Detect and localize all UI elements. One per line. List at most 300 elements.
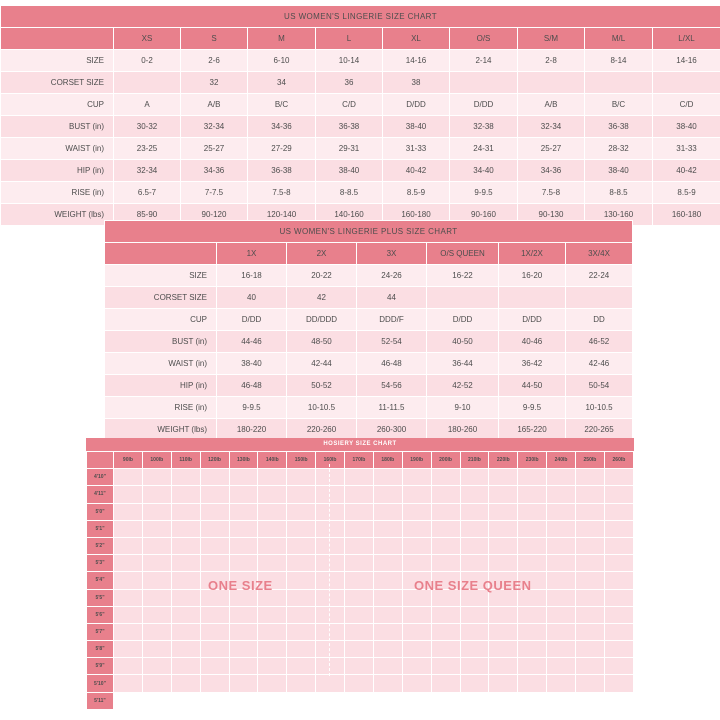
hosiery-cell: [547, 692, 576, 709]
hosiery-cell: [171, 537, 200, 554]
hosiery-cell: [142, 589, 171, 606]
hosiery-height-header: 5'5": [87, 589, 114, 606]
table-cell: 90-160: [450, 204, 518, 226]
hosiery-cell: [547, 469, 576, 486]
hosiery-cell: [431, 469, 460, 486]
hosiery-cell: [258, 503, 287, 520]
hosiery-cell: [345, 675, 374, 692]
hosiery-cell: [604, 537, 633, 554]
hosiery-cell: [431, 606, 460, 623]
hosiery-cell: [460, 606, 489, 623]
hosiery-cell: [114, 658, 143, 675]
table-cell: 32-34: [114, 160, 181, 182]
hosiery-cell: [200, 537, 229, 554]
hosiery-cell: [576, 692, 605, 709]
hosiery-cell: [171, 658, 200, 675]
row-header: WEIGHT (lbs): [105, 419, 217, 441]
hosiery-cell: [576, 606, 605, 623]
hosiery-cell: [200, 692, 229, 709]
hosiery-cell: [489, 641, 518, 658]
hosiery-cell: [431, 589, 460, 606]
hosiery-cell: [171, 469, 200, 486]
table-cell: 38-40: [217, 353, 287, 375]
table-cell: 34-36: [181, 160, 248, 182]
hosiery-cell: [229, 589, 258, 606]
hosiery-cell: [518, 520, 547, 537]
table-cell: 10-10.5: [566, 397, 633, 419]
hosiery-height-header: 5'8": [87, 641, 114, 658]
table-cell: 46-48: [217, 375, 287, 397]
hosiery-cell: [171, 623, 200, 640]
hosiery-height-header: 5'10": [87, 675, 114, 692]
hosiery-weight-header: 160lb: [316, 452, 345, 469]
table-cell: D/DD: [499, 309, 566, 331]
hosiery-row: [87, 520, 634, 537]
hosiery-height-header: 5'0": [87, 503, 114, 520]
hosiery-cell: [287, 572, 316, 589]
hosiery-cell: [142, 641, 171, 658]
hosiery-cell: [402, 675, 431, 692]
table-cell: 9-9.5: [217, 397, 287, 419]
hosiery-cell: [431, 503, 460, 520]
hosiery-cell: [229, 692, 258, 709]
table-cell: 11-11.5: [357, 397, 427, 419]
column-header: 1X/2X: [499, 243, 566, 265]
hosiery-cell: [460, 572, 489, 589]
table-cell: 160-180: [653, 204, 720, 226]
table-cell: 8.5-9: [383, 182, 450, 204]
hosiery-row: [87, 503, 634, 520]
hosiery-cell: [460, 675, 489, 692]
hosiery-weight-header: 140lb: [258, 452, 287, 469]
table-cell: 40-46: [499, 331, 566, 353]
hosiery-cell: [114, 606, 143, 623]
table-cell: [518, 72, 585, 94]
row-header: CORSET SIZE: [105, 287, 217, 309]
table-cell: 25-27: [518, 138, 585, 160]
table-cell: 10-10.5: [287, 397, 357, 419]
table-cell: 8-8.5: [316, 182, 383, 204]
table-cell: 50-52: [287, 375, 357, 397]
row-header: WEIGHT (lbs): [1, 204, 114, 226]
hosiery-cell: [200, 486, 229, 503]
hosiery-cell: [114, 641, 143, 658]
hosiery-cell: [489, 486, 518, 503]
column-header: L/XL: [653, 28, 720, 50]
table-cell: 0-2: [114, 50, 181, 72]
table-cell: 44: [357, 287, 427, 309]
table-cell: 7.5-8: [518, 182, 585, 204]
hosiery-cell: [200, 572, 229, 589]
hosiery-cell: [345, 537, 374, 554]
table-cell: 10-14: [316, 50, 383, 72]
hosiery-cell: [258, 486, 287, 503]
table-cell: 90-130: [518, 204, 585, 226]
table-cell: 24-26: [357, 265, 427, 287]
hosiery-cell: [171, 486, 200, 503]
column-header: S/M: [518, 28, 585, 50]
table-cell: 34-40: [450, 160, 518, 182]
table-cell: 180-220: [217, 419, 287, 441]
hosiery-cell: [229, 572, 258, 589]
hosiery-cell: [489, 589, 518, 606]
hosiery-cell: [114, 692, 143, 709]
hosiery-cell: [142, 623, 171, 640]
hosiery-cell: [200, 606, 229, 623]
hosiery-cell: [229, 469, 258, 486]
hosiery-cell: [547, 658, 576, 675]
hosiery-cell: [518, 469, 547, 486]
table-cell: C/D: [653, 94, 720, 116]
hosiery-row: [87, 675, 634, 692]
column-header: L: [316, 28, 383, 50]
hosiery-cell: [373, 555, 402, 572]
table-row: [1, 72, 720, 94]
hosiery-height-header: 4'11": [87, 486, 114, 503]
table-row: [1, 116, 720, 138]
hosiery-weight-header: 130lb: [229, 452, 258, 469]
hosiery-cell: [114, 520, 143, 537]
column-header: XL: [383, 28, 450, 50]
chart-title: US WOMEN'S LINGERIE PLUS SIZE CHART: [105, 221, 633, 243]
hosiery-cell: [171, 692, 200, 709]
hosiery-cell: [258, 658, 287, 675]
hosiery-cell: [287, 606, 316, 623]
table-cell: 38: [383, 72, 450, 94]
hosiery-cell: [402, 589, 431, 606]
hosiery-cell: [114, 469, 143, 486]
hosiery-cell: [200, 555, 229, 572]
hosiery-cell: [142, 555, 171, 572]
chart-title-row: [105, 221, 633, 243]
hosiery-row: [87, 589, 634, 606]
hosiery-cell: [576, 469, 605, 486]
hosiery-cell: [431, 555, 460, 572]
table-cell: [585, 72, 653, 94]
table-cell: D/DD: [427, 309, 499, 331]
lingerie-plus-size-table: [104, 220, 633, 441]
hosiery-weight-header: 220lb: [489, 452, 518, 469]
table-cell: 31-33: [653, 138, 720, 160]
row-header: BUST (in): [1, 116, 114, 138]
hosiery-cell: [576, 555, 605, 572]
hosiery-cell: [287, 520, 316, 537]
hosiery-cell: [258, 623, 287, 640]
table-cell: 32-34: [518, 116, 585, 138]
table-cell: 38-40: [585, 160, 653, 182]
table-row: [105, 331, 633, 353]
hosiery-cell: [460, 692, 489, 709]
table-row: [1, 138, 720, 160]
hosiery-cell: [460, 469, 489, 486]
hosiery-cell: [604, 675, 633, 692]
hosiery-row: [87, 469, 634, 486]
hosiery-cell: [402, 606, 431, 623]
hosiery-row: [87, 572, 634, 589]
one-size-queen-region-label: ONE SIZE QUEEN: [414, 578, 532, 593]
hosiery-cell: [576, 520, 605, 537]
table-cell: 20-22: [287, 265, 357, 287]
hosiery-cell: [142, 675, 171, 692]
column-header: 3X/4X: [566, 243, 633, 265]
hosiery-cell: [576, 537, 605, 554]
table-cell: B/C: [585, 94, 653, 116]
hosiery-cell: [431, 486, 460, 503]
hosiery-cell: [460, 520, 489, 537]
hosiery-wrap: [86, 438, 634, 710]
hosiery-cell: [402, 520, 431, 537]
lingerie-size-table: [0, 5, 720, 226]
hosiery-height-header: 5'11": [87, 692, 114, 709]
table-cell: 140-160: [316, 204, 383, 226]
hosiery-cell: [547, 641, 576, 658]
table-cell: 44-50: [499, 375, 566, 397]
table-cell: 36-38: [585, 116, 653, 138]
table-cell: 36-38: [248, 160, 316, 182]
table-row: [1, 182, 720, 204]
row-header: CUP: [105, 309, 217, 331]
table-cell: D/DD: [217, 309, 287, 331]
hosiery-cell: [142, 469, 171, 486]
hosiery-cell: [576, 641, 605, 658]
hosiery-cell: [604, 641, 633, 658]
hosiery-cell: [171, 555, 200, 572]
table-cell: 36-42: [499, 353, 566, 375]
hosiery-cell: [287, 486, 316, 503]
lingerie-size-chart: [0, 5, 720, 226]
hosiery-cell: [171, 606, 200, 623]
table-cell: A/B: [518, 94, 585, 116]
table-cell: 46-52: [566, 331, 633, 353]
table-cell: 165-220: [499, 419, 566, 441]
table-cell: 44-46: [217, 331, 287, 353]
row-header: HIP (in): [1, 160, 114, 182]
hosiery-height-header: 5'7": [87, 623, 114, 640]
row-header: SIZE: [1, 50, 114, 72]
hosiery-cell: [576, 675, 605, 692]
hosiery-cell: [460, 486, 489, 503]
hosiery-cell: [142, 537, 171, 554]
hosiery-cell: [604, 555, 633, 572]
table-cell: 6-10: [248, 50, 316, 72]
hosiery-cell: [114, 503, 143, 520]
table-cell: 2-14: [450, 50, 518, 72]
hosiery-row: [87, 692, 634, 709]
hosiery-cell: [345, 658, 374, 675]
hosiery-cell: [373, 537, 402, 554]
column-header: O/S QUEEN: [427, 243, 499, 265]
hosiery-cell: [373, 520, 402, 537]
hosiery-row: [87, 606, 634, 623]
column-header-row: [105, 243, 633, 265]
hosiery-cell: [345, 692, 374, 709]
hosiery-cell: [518, 623, 547, 640]
hosiery-cell: [287, 692, 316, 709]
hosiery-cell: [114, 675, 143, 692]
table-cell: 6.5-7: [114, 182, 181, 204]
hosiery-cell: [604, 623, 633, 640]
hosiery-weight-header: 180lb: [373, 452, 402, 469]
hosiery-height-header: 5'3": [87, 555, 114, 572]
hosiery-cell: [431, 572, 460, 589]
hosiery-region-divider: [329, 464, 331, 676]
column-header: 2X: [287, 243, 357, 265]
table-cell: 180-260: [427, 419, 499, 441]
hosiery-cell: [547, 623, 576, 640]
table-row: [105, 353, 633, 375]
table-cell: 8-14: [585, 50, 653, 72]
hosiery-cell: [373, 606, 402, 623]
hosiery-cell: [547, 503, 576, 520]
table-cell: 50-54: [566, 375, 633, 397]
hosiery-cell: [287, 503, 316, 520]
hosiery-cell: [518, 572, 547, 589]
hosiery-cell: [258, 520, 287, 537]
table-cell: 34: [248, 72, 316, 94]
table-cell: 7.5-8: [248, 182, 316, 204]
corner-header: [1, 28, 114, 50]
hosiery-weight-header: 240lb: [547, 452, 576, 469]
hosiery-cell: [431, 623, 460, 640]
table-cell: 16-20: [499, 265, 566, 287]
hosiery-weight-header: 260lb: [604, 452, 633, 469]
hosiery-cell: [229, 658, 258, 675]
table-cell: 27-29: [248, 138, 316, 160]
hosiery-cell: [604, 520, 633, 537]
table-cell: 48-50: [287, 331, 357, 353]
hosiery-cell: [373, 486, 402, 503]
table-row: [1, 50, 720, 72]
hosiery-cell: [604, 572, 633, 589]
hosiery-cell: [287, 675, 316, 692]
table-cell: 120-140: [248, 204, 316, 226]
hosiery-cell: [431, 692, 460, 709]
hosiery-cell: [402, 503, 431, 520]
hosiery-cell: [547, 589, 576, 606]
hosiery-cell: [229, 675, 258, 692]
table-cell: 32-34: [181, 116, 248, 138]
table-cell: [114, 72, 181, 94]
table-row: [1, 160, 720, 182]
table-row: [105, 397, 633, 419]
hosiery-cell: [142, 658, 171, 675]
hosiery-cell: [547, 555, 576, 572]
hosiery-cell: [373, 503, 402, 520]
hosiery-cell: [345, 641, 374, 658]
hosiery-cell: [114, 623, 143, 640]
hosiery-cell: [258, 606, 287, 623]
hosiery-cell: [489, 692, 518, 709]
hosiery-cell: [604, 658, 633, 675]
row-header: BUST (in): [105, 331, 217, 353]
hosiery-cell: [518, 537, 547, 554]
hosiery-weight-header: 100lb: [142, 452, 171, 469]
hosiery-row: [87, 623, 634, 640]
table-cell: 160-180: [383, 204, 450, 226]
table-cell: B/C: [248, 94, 316, 116]
hosiery-cell: [258, 572, 287, 589]
hosiery-cell: [229, 606, 258, 623]
row-header: WAIST (in): [1, 138, 114, 160]
hosiery-cell: [345, 589, 374, 606]
corner-header: [105, 243, 217, 265]
row-header: SIZE: [105, 265, 217, 287]
hosiery-cell: [489, 469, 518, 486]
lingerie-plus-table-body: [105, 221, 633, 441]
hosiery-cell: [142, 520, 171, 537]
hosiery-cell: [402, 572, 431, 589]
hosiery-cell: [402, 537, 431, 554]
row-header: WAIST (in): [105, 353, 217, 375]
table-cell: DD/DDD: [287, 309, 357, 331]
table-cell: 9-10: [427, 397, 499, 419]
table-cell: 34-36: [518, 160, 585, 182]
hosiery-cell: [345, 486, 374, 503]
table-cell: 14-16: [653, 50, 720, 72]
table-row: [105, 287, 633, 309]
hosiery-cell: [489, 658, 518, 675]
hosiery-corner: [87, 452, 114, 469]
hosiery-cell: [200, 658, 229, 675]
table-cell: [653, 72, 720, 94]
column-header: O/S: [450, 28, 518, 50]
table-cell: 42-44: [287, 353, 357, 375]
table-cell: 85-90: [114, 204, 181, 226]
hosiery-cell: [287, 589, 316, 606]
hosiery-cell: [431, 675, 460, 692]
hosiery-height-header: 4'10": [87, 469, 114, 486]
table-row: [1, 94, 720, 116]
hosiery-cell: [460, 658, 489, 675]
hosiery-cell: [258, 692, 287, 709]
hosiery-cell: [460, 589, 489, 606]
table-cell: 46-48: [357, 353, 427, 375]
hosiery-cell: [114, 537, 143, 554]
hosiery-cell: [171, 641, 200, 658]
hosiery-cell: [114, 589, 143, 606]
table-cell: 29-31: [316, 138, 383, 160]
hosiery-weight-header: 90lb: [114, 452, 143, 469]
hosiery-cell: [489, 623, 518, 640]
table-cell: 54-56: [357, 375, 427, 397]
column-header-row: [1, 28, 720, 50]
hosiery-size-chart: [86, 438, 634, 710]
hosiery-cell: [142, 692, 171, 709]
hosiery-cell: [576, 623, 605, 640]
table-cell: 32-38: [450, 116, 518, 138]
hosiery-cell: [460, 503, 489, 520]
row-header: RISE (in): [1, 182, 114, 204]
table-cell: 260-300: [357, 419, 427, 441]
chart-title-row: [1, 6, 720, 28]
hosiery-cell: [171, 675, 200, 692]
table-cell: 24-31: [450, 138, 518, 160]
hosiery-cell: [518, 658, 547, 675]
hosiery-cell: [518, 503, 547, 520]
hosiery-cell: [229, 486, 258, 503]
hosiery-cell: [287, 641, 316, 658]
column-header: 1X: [217, 243, 287, 265]
table-cell: [566, 287, 633, 309]
hosiery-cell: [518, 589, 547, 606]
table-cell: 40-42: [383, 160, 450, 182]
table-cell: 9-9.5: [499, 397, 566, 419]
table-cell: 30-32: [114, 116, 181, 138]
hosiery-cell: [489, 555, 518, 572]
table-cell: 8.5-9: [653, 182, 720, 204]
table-cell: 40-42: [653, 160, 720, 182]
hosiery-cell: [518, 555, 547, 572]
